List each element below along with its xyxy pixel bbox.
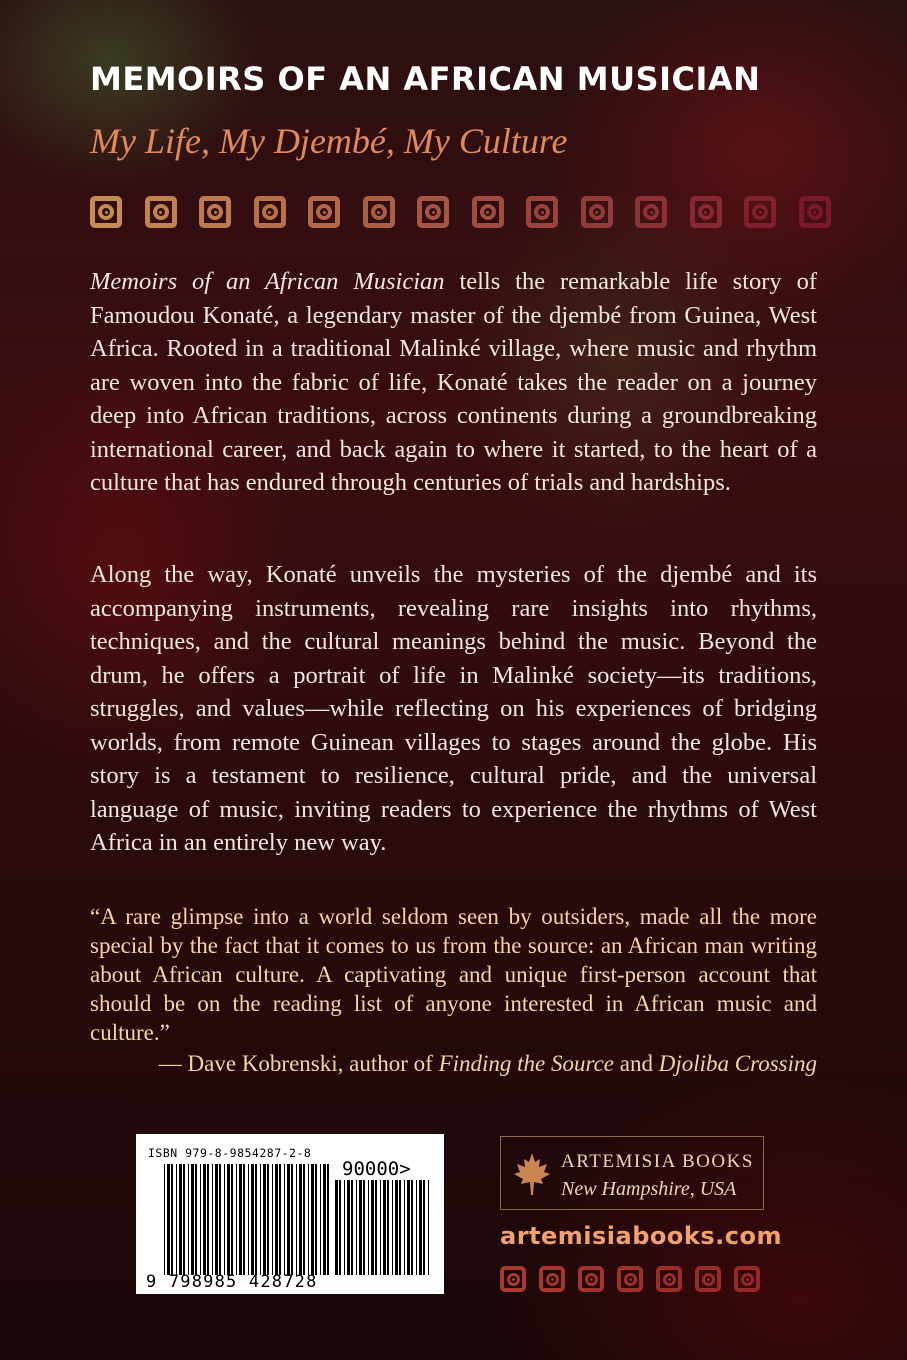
concentric-ring-square-icon (734, 1266, 760, 1292)
concentric-ring-square-icon (695, 1266, 721, 1292)
price-code: 90000> (342, 1158, 411, 1180)
concentric-ring-square-icon (308, 196, 340, 228)
concentric-ring-square-icon (617, 1266, 643, 1292)
concentric-ring-square-icon (90, 196, 122, 228)
concentric-ring-square-icon (254, 196, 286, 228)
concentric-ring-square-icon (500, 1266, 526, 1292)
concentric-ring-square-icon (526, 196, 558, 228)
concentric-ring-square-icon (799, 196, 831, 228)
concentric-ring-square-icon (539, 1266, 565, 1292)
concentric-ring-square-icon (690, 196, 722, 228)
concentric-ring-square-icon (472, 196, 504, 228)
publisher-location: New Hampshire, USA (561, 1178, 737, 1200)
book-subtitle: My Life, My Djembé, My Culture (90, 121, 568, 161)
attribution-prefix: — Dave Kobrenski, author of (158, 1051, 439, 1076)
concentric-ring-square-icon (656, 1266, 682, 1292)
description-paragraph-1 (90, 265, 817, 500)
isbn-barcode (136, 1134, 444, 1294)
publisher-box (500, 1136, 764, 1210)
concentric-ring-square-icon (145, 196, 177, 228)
blurb-quote: “A rare glimpse into a world seldom seen by outsiders, made all the more special by the fact that it comes to us from the source: an African man writing about African culture. A captivating and unique first-person account that should be on the reading list of anyone interested in African music and culture.” (90, 904, 817, 1045)
concentric-ring-square-icon (199, 196, 231, 228)
decorative-pattern-top (90, 196, 831, 228)
blurb-attribution (159, 1051, 817, 1077)
concentric-ring-square-icon (581, 196, 613, 228)
book-title: MEMOIRS OF AN AFRICAN MUSICIAN (90, 60, 761, 98)
decorative-pattern-bottom (500, 1266, 760, 1292)
isbn-label: ISBN 979-8-9854287-2-8 (148, 1146, 312, 1160)
publisher-name: ARTEMISIA BOOKS (561, 1151, 754, 1172)
barcode-bars-addon (335, 1180, 431, 1275)
concentric-ring-square-icon (635, 196, 667, 228)
attribution-book-2: Djoliba Crossing (658, 1051, 817, 1076)
barcode-digits: 9 798985 428728 (146, 1272, 318, 1292)
concentric-ring-square-icon (417, 196, 449, 228)
publisher-website[interactable]: artemisiabooks.com (500, 1222, 782, 1250)
concentric-ring-square-icon (363, 196, 395, 228)
description-text-1: tells the remarkable life story of Famoudou Konaté, a legendary master of the djembé from Guinea, West Africa. Rooted in a traditional Malinké village, where music and rhythm are woven into the fabric of life, Konaté takes the reader on a journey deep into African traditions, across continents during a groundbreaking international career, and back again to where it started, to the heart of a culture that has endured through centuries of trials and hardships. (90, 268, 817, 496)
attribution-book-1: Finding the Source (438, 1051, 615, 1076)
barcode-bars-main (164, 1164, 329, 1275)
maple-leaf-icon (513, 1151, 551, 1197)
concentric-ring-square-icon (744, 196, 776, 228)
description-paragraph-2: Along the way, Konaté unveils the mysteries of the djembé and its accompanying instruments, revealing rare insights into rhythms, techniques, and the cultural meanings behind the music. Beyond the drum, he offers a portrait of life in Malinké society—its traditions, struggles, and values—while reflecting on his experiences of bridging worlds, from remote Guinean villages to stages around the globe. His story is a testament to resilience, cultural pride, and the universal language of music, inviting readers to experience the rhythms of West Africa in an entirely new way. (90, 561, 817, 856)
attribution-and: and (614, 1051, 659, 1076)
book-title-inline: Memoirs of an African Musician (90, 268, 445, 295)
concentric-ring-square-icon (578, 1266, 604, 1292)
